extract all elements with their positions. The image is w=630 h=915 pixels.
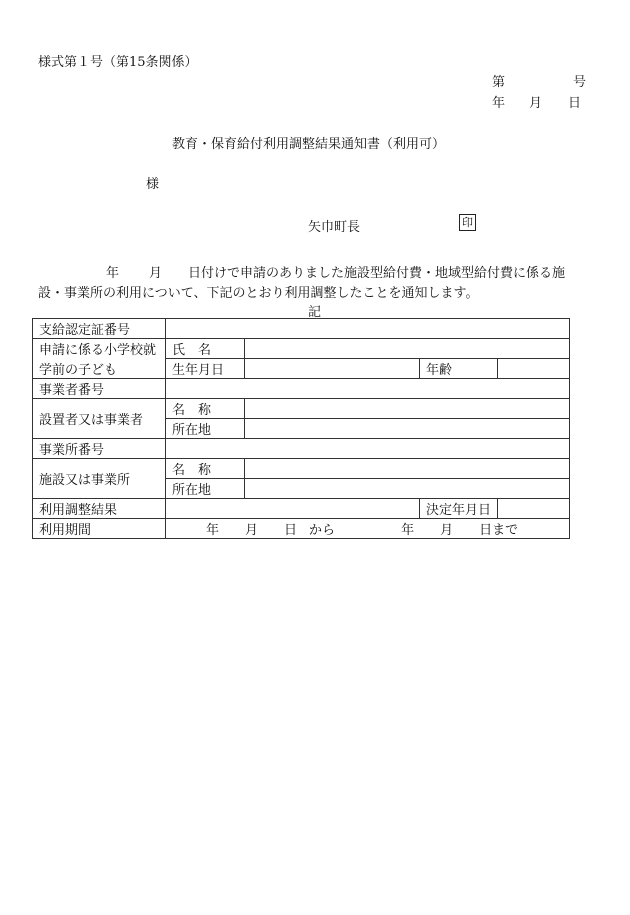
child-label-line2: 学前の子ども xyxy=(33,359,166,379)
number-suffix: 号 xyxy=(573,75,587,90)
issuer-name: 矢巾町長 xyxy=(308,220,361,235)
ki-heading: 記 xyxy=(308,305,322,320)
body-text-line-2: 設・事業所の利用について、下記のとおり利用調整したことを通知します。 xyxy=(38,286,479,301)
decision-date-value xyxy=(498,499,570,519)
facility-name-value xyxy=(245,459,570,479)
table-row xyxy=(33,379,570,399)
facility-number-label: 事業所番号 xyxy=(33,439,166,459)
table-row xyxy=(33,499,570,519)
document-number xyxy=(492,71,586,90)
child-label-line1: 申請に係る小学校就 xyxy=(33,339,166,359)
result-label: 利用調整結果 xyxy=(33,499,166,519)
document-title: 教育・保育給付利用調整結果通知書（利用可） xyxy=(172,137,446,152)
table-row xyxy=(33,399,570,419)
date-day: 日 xyxy=(568,96,582,111)
birth-value xyxy=(245,359,420,379)
birth-label: 生年月日 xyxy=(166,359,245,379)
age-label: 年齢 xyxy=(420,359,498,379)
period-label: 利用期間 xyxy=(33,519,166,539)
seal-mark: 印 xyxy=(459,214,476,231)
name-label: 氏 名 xyxy=(166,339,245,359)
period-value: 年 月 日 から 年 月 日まで xyxy=(166,519,570,539)
table-row xyxy=(33,359,570,379)
number-prefix: 第 xyxy=(492,75,506,90)
operator-number-label: 事業者番号 xyxy=(33,379,166,399)
founder-name-label: 名 称 xyxy=(166,399,245,419)
founder-address-value xyxy=(245,419,570,439)
recipient-honorific: 様 xyxy=(146,177,160,192)
operator-number-value xyxy=(166,379,570,399)
table-row xyxy=(33,339,570,359)
facility-label: 施設又は事業所 xyxy=(33,459,166,499)
result-value xyxy=(166,499,420,519)
cert-number-label: 支給認定証番号 xyxy=(33,319,166,339)
body-text-line-1: 年 月 日付けで申請のありました施設型給付費・地域型給付費に係る施 xyxy=(106,266,566,281)
facility-number-value xyxy=(166,439,570,459)
date-month: 月 xyxy=(529,96,543,111)
facility-address-label: 所在地 xyxy=(166,479,245,499)
founder-name-value xyxy=(245,399,570,419)
table-row xyxy=(33,519,570,539)
table-row xyxy=(33,319,570,339)
age-value xyxy=(498,359,570,379)
document-date xyxy=(492,92,581,111)
founder-label: 設置者又は事業者 xyxy=(33,399,166,439)
cert-number-value xyxy=(166,319,570,339)
info-table xyxy=(32,318,570,539)
table-row xyxy=(33,459,570,479)
decision-date-label: 決定年月日 xyxy=(420,499,498,519)
name-value xyxy=(245,339,570,359)
founder-address-label: 所在地 xyxy=(166,419,245,439)
facility-address-value xyxy=(245,479,570,499)
form-number-label: 様式第１号（第15条関係） xyxy=(38,55,198,70)
date-year: 年 xyxy=(492,96,506,111)
facility-name-label: 名 称 xyxy=(166,459,245,479)
table-row xyxy=(33,439,570,459)
